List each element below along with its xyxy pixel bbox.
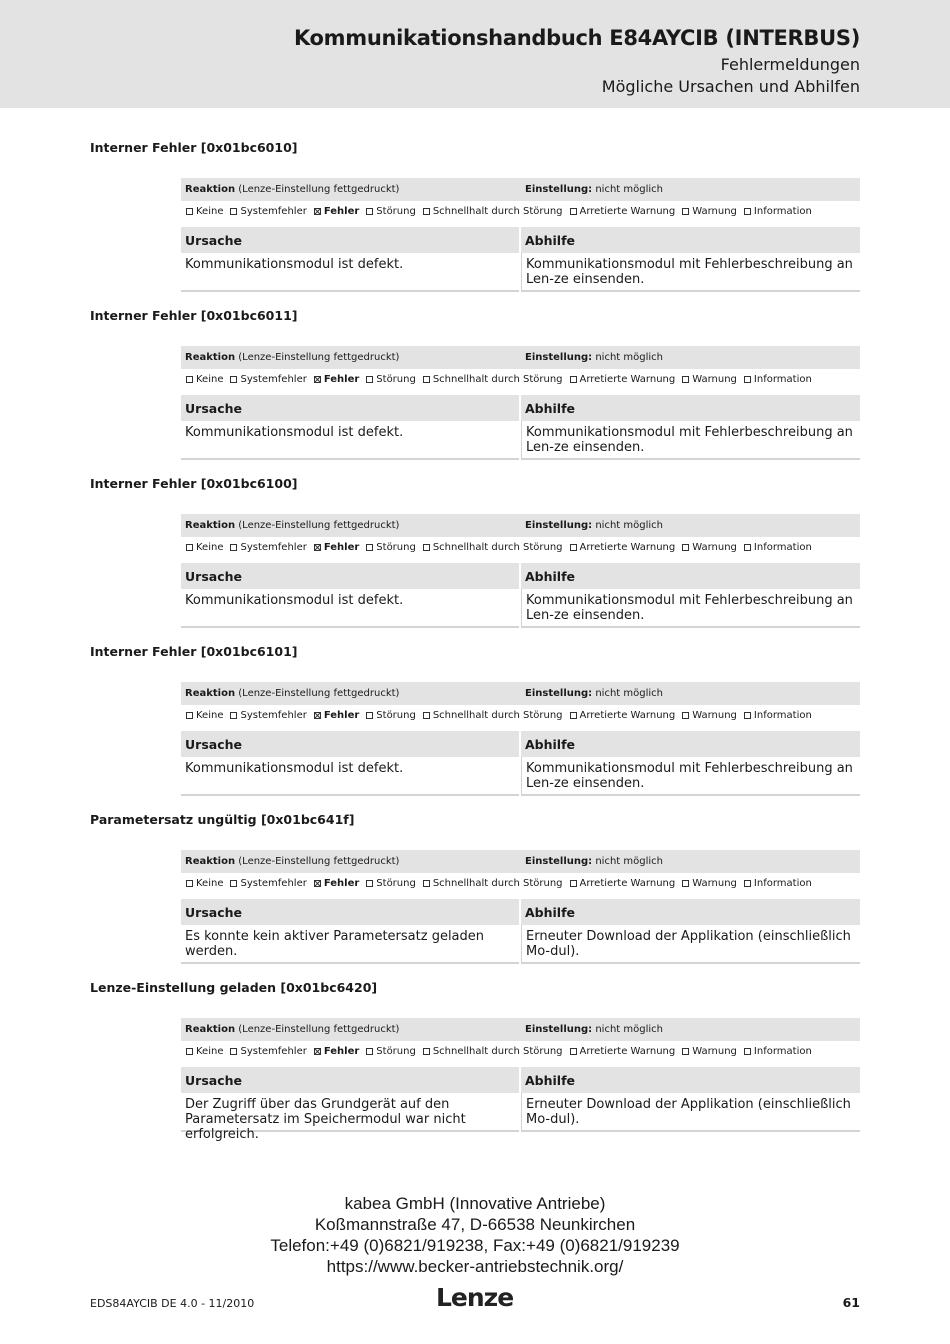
reaction-header <box>181 178 860 201</box>
reaction-option <box>570 710 676 721</box>
cause-header: Ursache <box>181 227 519 253</box>
cause-remedy-table <box>181 227 860 292</box>
reaction-option <box>744 542 812 553</box>
reaction-option-label: Information <box>753 877 812 889</box>
setting-value: nicht möglich <box>595 688 663 699</box>
reaction-option <box>314 1046 359 1057</box>
reaction-option-label: Fehler <box>323 877 360 889</box>
setting-label <box>525 856 663 867</box>
checkbox-icon <box>570 208 577 215</box>
cause-text: Kommunikationsmodul ist defekt. <box>181 757 519 796</box>
cause-header: Ursache <box>181 731 519 757</box>
checkbox-icon <box>744 544 751 551</box>
remedy-text: Kommunikationsmodul mit Fehlerbeschreibung an Len-ze einsenden. <box>521 421 860 460</box>
checkbox-icon <box>186 208 193 215</box>
reaction-hint: (Lenze-Einstellung fettgedruckt) <box>238 856 400 867</box>
checked-box-icon <box>314 1048 321 1055</box>
reaction-label-bold: Reaktion <box>185 1024 236 1035</box>
reaction-option-label: Information <box>753 1045 812 1057</box>
reaction-label <box>185 688 399 699</box>
checkbox-icon <box>682 1048 689 1055</box>
reaction-option-label: Schnellhalt durch Störung <box>432 541 563 553</box>
setting-label-bold: Einstellung: <box>525 1024 593 1035</box>
checked-box-icon <box>314 376 321 383</box>
reaction-label-bold: Reaktion <box>185 352 236 363</box>
error-table <box>181 682 860 796</box>
reaction-option <box>744 374 812 385</box>
reaction-option-label: Fehler <box>323 709 360 721</box>
checkbox-icon <box>230 208 237 215</box>
error-sections <box>0 140 950 1148</box>
reaction-option <box>230 878 306 889</box>
reaction-option-label: Information <box>753 373 812 385</box>
error-table <box>181 850 860 964</box>
checkbox-icon <box>423 880 430 887</box>
setting-value: nicht möglich <box>595 1024 663 1035</box>
reaction-option-label: Systemfehler <box>240 709 307 721</box>
reaction-hint: (Lenze-Einstellung fettgedruckt) <box>238 688 400 699</box>
reaction-option-label: Keine <box>196 541 224 553</box>
contact-company: kabea GmbH (Innovative Antriebe) <box>344 1194 606 1213</box>
reaction-hint: (Lenze-Einstellung fettgedruckt) <box>238 352 400 363</box>
reaction-option <box>366 710 416 721</box>
error-title: Interner Fehler [0x01bc6101] <box>90 644 298 659</box>
remedy-header: Abhilfe <box>521 899 860 925</box>
setting-label-bold: Einstellung: <box>525 184 593 195</box>
reaction-options <box>181 201 860 221</box>
reaction-option-label: Arretierte Warnung <box>579 541 676 553</box>
remedy-text: Erneuter Download der Applikation (einschließlich Mo-dul). <box>521 925 860 964</box>
reaction-option <box>366 878 416 889</box>
checkbox-icon <box>682 208 689 215</box>
reaction-header <box>181 514 860 537</box>
reaction-option-label: Systemfehler <box>240 205 307 217</box>
reaction-option <box>366 206 416 217</box>
remedy-text: Kommunikationsmodul mit Fehlerbeschreibung an Len-ze einsenden. <box>521 757 860 796</box>
reaction-hint: (Lenze-Einstellung fettgedruckt) <box>238 520 400 531</box>
error-title: Lenze-Einstellung geladen [0x01bc6420] <box>90 980 378 995</box>
reaction-options <box>181 1041 860 1061</box>
reaction-option-label: Störung <box>376 709 416 721</box>
error-section <box>0 812 950 980</box>
reaction-option <box>314 374 359 385</box>
reaction-option <box>366 1046 416 1057</box>
setting-label <box>525 184 663 195</box>
error-table <box>181 178 860 292</box>
reaction-option <box>570 1046 676 1057</box>
setting-label-bold: Einstellung: <box>525 352 593 363</box>
reaction-option <box>186 206 223 217</box>
checkbox-icon <box>744 880 751 887</box>
cause-remedy-table <box>181 395 860 460</box>
setting-label-bold: Einstellung: <box>525 688 593 699</box>
cause-header: Ursache <box>181 395 519 421</box>
cause-remedy-table <box>181 563 860 628</box>
reaction-option <box>230 374 306 385</box>
reaction-option <box>366 374 416 385</box>
reaction-option <box>186 542 223 553</box>
reaction-options <box>181 705 860 725</box>
reaction-option <box>230 710 306 721</box>
checkbox-icon <box>230 1048 237 1055</box>
reaction-option-label: Warnung <box>692 1045 737 1057</box>
cause-text: Kommunikationsmodul ist defekt. <box>181 589 519 628</box>
reaction-option <box>423 1046 563 1057</box>
reaction-option <box>423 878 563 889</box>
checkbox-icon <box>744 208 751 215</box>
error-section <box>0 980 950 1148</box>
error-title: Parametersatz ungültig [0x01bc641f] <box>90 812 355 827</box>
checkbox-icon <box>186 880 193 887</box>
reaction-header <box>181 682 860 705</box>
remedy-text: Kommunikationsmodul mit Fehlerbeschreibung an Len-ze einsenden. <box>521 589 860 628</box>
reaction-option <box>682 878 737 889</box>
contact-address: Koßmannstraße 47, D-66538 Neunkirchen <box>314 1215 636 1234</box>
checkbox-icon <box>570 1048 577 1055</box>
reaction-option-label: Warnung <box>692 541 737 553</box>
checkbox-icon <box>230 376 237 383</box>
reaction-option <box>744 710 812 721</box>
reaction-option-label: Keine <box>196 709 224 721</box>
reaction-option <box>744 1046 812 1057</box>
reaction-option-label: Fehler <box>323 205 360 217</box>
reaction-option <box>570 374 676 385</box>
reaction-label-bold: Reaktion <box>185 688 236 699</box>
checkbox-icon <box>682 712 689 719</box>
reaction-option-label: Information <box>753 709 812 721</box>
checkbox-icon <box>744 1048 751 1055</box>
reaction-option <box>186 878 223 889</box>
reaction-option-label: Information <box>753 541 812 553</box>
checked-box-icon <box>314 208 321 215</box>
remedy-header: Abhilfe <box>521 1067 860 1093</box>
reaction-option-label: Warnung <box>692 373 737 385</box>
error-table <box>181 1018 860 1142</box>
reaction-option-label: Keine <box>196 373 224 385</box>
page-subtitle-section: Mögliche Ursachen und Abhilfen <box>601 77 860 96</box>
reaction-option-label: Arretierte Warnung <box>579 373 676 385</box>
checkbox-icon <box>570 544 577 551</box>
checkbox-icon <box>230 880 237 887</box>
reaction-option-label: Arretierte Warnung <box>579 1045 676 1057</box>
reaction-option <box>423 542 563 553</box>
reaction-option <box>682 542 737 553</box>
reaction-label <box>185 352 399 363</box>
checkbox-icon <box>230 712 237 719</box>
checkbox-icon <box>366 1048 373 1055</box>
checked-box-icon <box>314 544 321 551</box>
reaction-option <box>186 710 223 721</box>
checkbox-icon <box>366 880 373 887</box>
checkbox-icon <box>230 544 237 551</box>
reaction-label-bold: Reaktion <box>185 856 236 867</box>
cause-remedy-table <box>181 1067 860 1142</box>
checked-box-icon <box>314 712 321 719</box>
error-section <box>0 140 950 308</box>
reaction-option <box>744 206 812 217</box>
page-header <box>0 0 950 108</box>
document-id: EDS84AYCIB DE 4.0 - 11/2010 <box>90 1297 255 1310</box>
reaction-option-label: Fehler <box>323 541 360 553</box>
remedy-header: Abhilfe <box>521 395 860 421</box>
reaction-option <box>230 206 306 217</box>
reaction-option-label: Arretierte Warnung <box>579 205 676 217</box>
error-section <box>0 476 950 644</box>
error-section <box>0 644 950 812</box>
checked-box-icon <box>314 880 321 887</box>
reaction-hint: (Lenze-Einstellung fettgedruckt) <box>238 184 400 195</box>
reaction-header <box>181 1018 860 1041</box>
reaction-option <box>314 710 359 721</box>
reaction-label <box>185 184 399 195</box>
reaction-option-label: Keine <box>196 1045 224 1057</box>
checkbox-icon <box>682 376 689 383</box>
setting-value: nicht möglich <box>595 856 663 867</box>
checkbox-icon <box>744 712 751 719</box>
cause-remedy-table <box>181 731 860 796</box>
reaction-option-label: Fehler <box>323 373 360 385</box>
reaction-label-bold: Reaktion <box>185 184 236 195</box>
reaction-option-label: Schnellhalt durch Störung <box>432 373 563 385</box>
reaction-option-label: Keine <box>196 877 224 889</box>
reaction-option <box>314 206 359 217</box>
reaction-option-label: Schnellhalt durch Störung <box>432 205 563 217</box>
setting-label <box>525 520 663 531</box>
reaction-option <box>314 542 359 553</box>
setting-value: nicht möglich <box>595 520 663 531</box>
checkbox-icon <box>570 880 577 887</box>
cause-header: Ursache <box>181 563 519 589</box>
checkbox-icon <box>186 712 193 719</box>
cause-text: Kommunikationsmodul ist defekt. <box>181 421 519 460</box>
reaction-option <box>314 878 359 889</box>
reaction-option <box>423 206 563 217</box>
reaction-option-label: Warnung <box>692 709 737 721</box>
remedy-header: Abhilfe <box>521 227 860 253</box>
checkbox-icon <box>423 208 430 215</box>
reaction-option <box>230 542 306 553</box>
setting-label <box>525 352 663 363</box>
reaction-option-label: Systemfehler <box>240 1045 307 1057</box>
reaction-option-label: Störung <box>376 205 416 217</box>
checkbox-icon <box>744 376 751 383</box>
reaction-option-label: Systemfehler <box>240 541 307 553</box>
reaction-option-label: Warnung <box>692 205 737 217</box>
setting-label-bold: Einstellung: <box>525 856 593 867</box>
page-title: Kommunikationshandbuch E84AYCIB (INTERBUS) <box>293 26 860 50</box>
cause-text: Kommunikationsmodul ist defekt. <box>181 253 519 292</box>
checkbox-icon <box>570 376 577 383</box>
checkbox-icon <box>366 544 373 551</box>
error-title: Interner Fehler [0x01bc6100] <box>90 476 298 491</box>
reaction-option-label: Information <box>753 205 812 217</box>
reaction-option <box>682 1046 737 1057</box>
reaction-option-label: Keine <box>196 205 224 217</box>
checkbox-icon <box>423 1048 430 1055</box>
page-subtitle-chapter: Fehlermeldungen <box>720 55 860 74</box>
reaction-option <box>682 374 737 385</box>
reaction-label <box>185 1024 399 1035</box>
reaction-option-label: Schnellhalt durch Störung <box>432 877 563 889</box>
reaction-label <box>185 856 399 867</box>
reaction-option-label: Störung <box>376 877 416 889</box>
reaction-option <box>230 1046 306 1057</box>
remedy-text: Erneuter Download der Applikation (einschließlich Mo-dul). <box>521 1093 860 1132</box>
reaction-option <box>186 374 223 385</box>
reaction-option <box>570 206 676 217</box>
reaction-option <box>570 542 676 553</box>
cause-remedy-table <box>181 899 860 964</box>
reaction-option-label: Störung <box>376 373 416 385</box>
setting-value: nicht möglich <box>595 352 663 363</box>
checkbox-icon <box>366 208 373 215</box>
cause-text: Es konnte kein aktiver Parametersatz geladen werden. <box>181 925 519 964</box>
checkbox-icon <box>366 376 373 383</box>
checkbox-icon <box>423 544 430 551</box>
error-title: Interner Fehler [0x01bc6011] <box>90 308 298 323</box>
reaction-option <box>366 542 416 553</box>
checkbox-icon <box>366 712 373 719</box>
reaction-option <box>682 710 737 721</box>
checkbox-icon <box>423 712 430 719</box>
reaction-options <box>181 537 860 557</box>
cause-header: Ursache <box>181 1067 519 1093</box>
reaction-option-label: Arretierte Warnung <box>579 877 676 889</box>
reaction-label <box>185 520 399 531</box>
reaction-option-label: Schnellhalt durch Störung <box>432 1045 563 1057</box>
cause-header: Ursache <box>181 899 519 925</box>
error-table <box>181 514 860 628</box>
reaction-option-label: Schnellhalt durch Störung <box>432 709 563 721</box>
checkbox-icon <box>186 1048 193 1055</box>
reaction-options <box>181 369 860 389</box>
remedy-text: Kommunikationsmodul mit Fehlerbeschreibung an Len-ze einsenden. <box>521 253 860 292</box>
checkbox-icon <box>423 376 430 383</box>
reaction-option-label: Störung <box>376 541 416 553</box>
reaction-options <box>181 873 860 893</box>
contact-phone: Telefon:+49 (0)6821/919238, Fax:+49 (0)6821/919239 <box>270 1236 680 1255</box>
setting-label-bold: Einstellung: <box>525 520 593 531</box>
reaction-header <box>181 346 860 369</box>
reaction-option-label: Systemfehler <box>240 373 307 385</box>
setting-value: nicht möglich <box>595 184 663 195</box>
reaction-label-bold: Reaktion <box>185 520 236 531</box>
checkbox-icon <box>186 544 193 551</box>
contact-url[interactable]: https://www.becker-antriebstechnik.org/ <box>326 1257 624 1276</box>
reaction-option <box>423 374 563 385</box>
reaction-option-label: Systemfehler <box>240 877 307 889</box>
setting-label <box>525 688 663 699</box>
contact-block <box>0 1193 950 1277</box>
checkbox-icon <box>682 544 689 551</box>
reaction-hint: (Lenze-Einstellung fettgedruckt) <box>238 1024 400 1035</box>
page-number: 61 <box>842 1295 860 1310</box>
reaction-option <box>423 710 563 721</box>
reaction-option-label: Arretierte Warnung <box>579 709 676 721</box>
reaction-header <box>181 850 860 873</box>
cause-text: Der Zugriff über das Grundgerät auf den Parametersatz im Speichermodul war nicht erfolgreich. <box>181 1093 519 1132</box>
reaction-option <box>744 878 812 889</box>
checkbox-icon <box>570 712 577 719</box>
remedy-header: Abhilfe <box>521 563 860 589</box>
checkbox-icon <box>682 880 689 887</box>
error-title: Interner Fehler [0x01bc6010] <box>90 140 298 155</box>
reaction-option-label: Störung <box>376 1045 416 1057</box>
reaction-option-label: Fehler <box>323 1045 360 1057</box>
reaction-option <box>186 1046 223 1057</box>
error-section <box>0 308 950 476</box>
lenze-logo: Lenze <box>436 1283 514 1312</box>
reaction-option <box>682 206 737 217</box>
setting-label <box>525 1024 663 1035</box>
error-table <box>181 346 860 460</box>
checkbox-icon <box>186 376 193 383</box>
remedy-header: Abhilfe <box>521 731 860 757</box>
reaction-option <box>570 878 676 889</box>
reaction-option-label: Warnung <box>692 877 737 889</box>
